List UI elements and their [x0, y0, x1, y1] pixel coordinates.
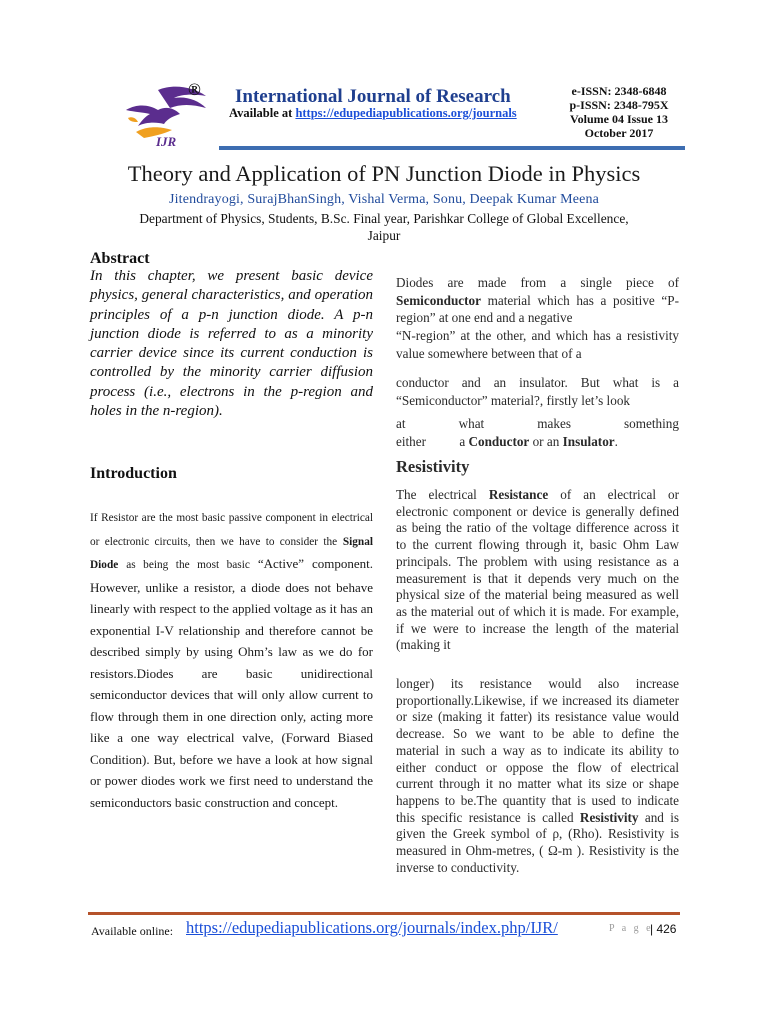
p1-text-a: Diodes are made from a single piece of — [396, 275, 679, 290]
introduction-paragraph — [90, 506, 373, 813]
affiliation-line-2: Jaipur — [367, 228, 401, 243]
footer-page-word: P a g e — [609, 923, 654, 934]
footer-available-label: Available online: — [91, 924, 174, 938]
issue-date: October 2017 — [584, 126, 654, 140]
footer-page-number: | 426 — [650, 922, 677, 936]
p6-bold-resistivity: Resistivity — [579, 809, 639, 825]
issn-block — [560, 84, 678, 140]
abstract-text: In this chapter, we present basic device physics, general characteristics, and operation principles of a p-n junction diode. A p-n junction diode is referred to as a minority carrier device since its current conduction is controlled by the minority carrier diffusion process (i.e., electrons in the p-region and holes in the n-region). — [90, 268, 373, 420]
intro-text-b: as being the most basic — [126, 559, 250, 571]
p5-text-b: of an electrical or electronic component or device is generally defined as being the ratio of the voltage difference across it to the current flowing through it, basic Ohm Law principals. The problem with using resistance as a measurement is that it depends very much on the physical size of the material being measured as well as the material out of which it is made. For example, if we were to increase the length of the material (making it — [396, 487, 679, 653]
p4-text-a: at what makes something either a — [396, 416, 679, 449]
article-authors: Jitendrayogi, SurajBhanSingh, Vishal Verma, Sonu, Deepak Kumar Meena — [169, 192, 599, 207]
p-issn: p-ISSN: 2348-795X — [569, 98, 669, 112]
volume-issue: Volume 04 Issue 13 — [570, 112, 668, 126]
available-prefix: Available at — [229, 106, 293, 120]
p1-text-b: material which has a positive “P-region” at one end and a negative — [396, 292, 680, 325]
right-paragraph-5 — [396, 487, 679, 654]
introduction-heading: Introduction — [90, 465, 177, 482]
p6-text-b: and is given the Greek symbol of ρ, (Rho). Resistivity is measured in Ohm-metres, ( Ω-m ). Resistivity is the inverse to conductivity. — [396, 809, 680, 875]
journal-availability — [229, 106, 517, 121]
right-paragraph-2: “N-region” at the other, and which has a resistivity value somewhere between that of a — [396, 328, 679, 361]
right-paragraph-6 — [396, 676, 679, 876]
p6-text-a: longer) its resistance would also increase proportionally.Likewise, if we increased its diameter or size (making it fatter) its resistance value would decrease. So we want to be able to define the material in such a way as to indicate its ability to either conduct or oppose the flow of electrical current through it no matter what its size or shape happens to be.The quantity that is used to indicate this specific resistance is called — [396, 676, 679, 825]
p4-text-c: . — [614, 433, 618, 449]
intro-text-c: “Active” component. However, unlike a resistor, a diode does not behave linearly with respect to the applied voltage as it has an exponential I-V relationship and therefore cannot be described simply by using Ohm’s law as we do for resistors.Diodes are basic unidirectional semiconductor devices that will only allow current to flow through them in one direction only, acting more like a one way electrical valve, (Forward Biased Condition). But, before we have a look at how signal or power diodes work we first need to understand the semiconductors basic construction and concept. — [90, 556, 373, 810]
p5-bold-resistance: Resistance — [488, 487, 549, 502]
article-title: Theory and Application of PN Junction Diode in Physics — [127, 161, 641, 186]
right-paragraph-4 — [396, 415, 679, 450]
right-paragraph-1 — [396, 274, 679, 327]
journal-name: International Journal of Research — [235, 86, 511, 107]
p1-bold-semiconductor: Semiconductor — [396, 292, 481, 308]
p5-text-a: The electrical — [396, 487, 477, 502]
affiliation-line-1: Department of Physics, Students, B.Sc. Final year, Parishkar College of Global Excellence, — [139, 211, 629, 226]
footer-url-link[interactable]: https://edupediapublications.org/journals/index.php/IJR/ — [186, 918, 558, 937]
author-affiliation — [104, 210, 664, 244]
intro-bold-signal-diode: Signal Diode — [90, 535, 373, 571]
registered-mark: ® — [188, 80, 201, 99]
p4-bold-conductor: Conductor — [468, 433, 530, 449]
footer-divider — [88, 912, 680, 915]
header-divider — [219, 146, 685, 150]
intro-text-a: If Resistor are the most basic passive component in electrical or electronic circuits, then we have to consider the — [90, 512, 373, 548]
journal-url-link[interactable]: https://edupediapublications.org/journals — [295, 106, 517, 120]
svg-text:IJR: IJR — [156, 134, 177, 148]
e-issn: e-ISSN: 2348-6848 — [571, 84, 667, 98]
resistivity-heading: Resistivity — [396, 457, 470, 476]
abstract-heading: Abstract — [90, 250, 150, 267]
p4-text-b: or an — [532, 433, 560, 449]
right-paragraph-3: conductor and an insulator. But what is a “Semiconductor” material?, firstly let’s look — [396, 375, 679, 408]
p4-bold-insulator: Insulator — [562, 433, 615, 449]
